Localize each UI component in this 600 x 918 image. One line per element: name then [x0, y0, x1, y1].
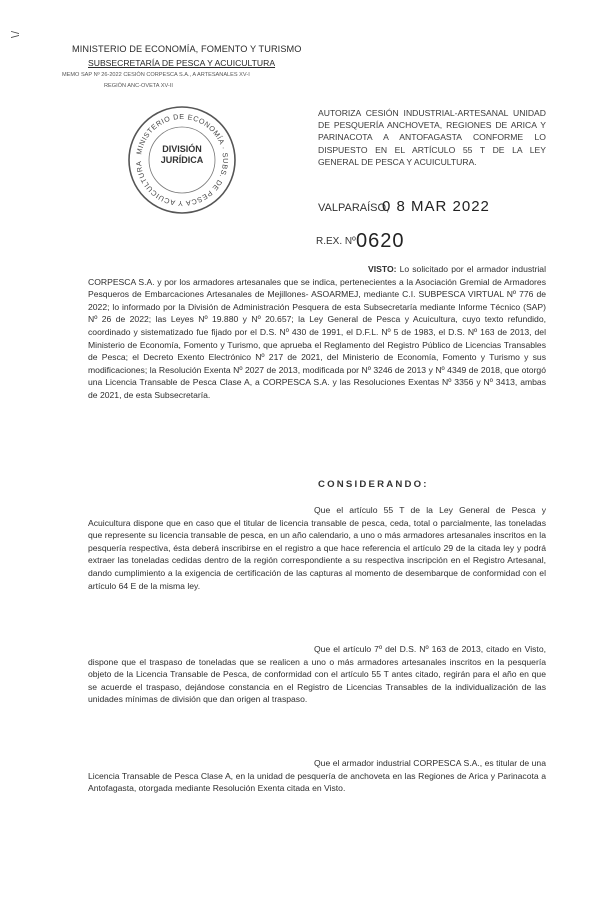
considerando-paragraph-2: Que el artículo 7º del D.S. Nº 163 de 2013, citado en Visto, dispone que el traspaso de toneladas que se realicen a uno o más armadores artesanales inscritos en la pesquería objeto de la Licencia Transable de Pesca, de conformidad con el artículo 55 T antes citado, regirán para el año en que se acuerde el traspaso, dejándose constancia en el Registro de Licencias Transables de la individualización de las unidades mínimas de división que dan origen al traspaso. — [88, 644, 546, 705]
date-stamp: 0 8 MAR 2022 — [382, 198, 490, 215]
margin-mark: \/ — [10, 29, 22, 38]
visto-lead: VISTO: — [368, 264, 397, 274]
considerando-paragraph-3: Que el armador industrial CORPESCA S.A., es titular de una Licencia Transable de Pesca Clase A, en la unidad de pesquería de anchoveta en las Regiones de Arica y Parinacota a Antofagasta, otorgada mediante Resolución Exenta citada en Visto. — [88, 758, 546, 794]
region-reference: REGIÓN ANC-OVETA XV-II — [104, 83, 173, 89]
visto-text: Lo solicitado por el armador industrial CORPESCA S.A. y por los armadores artesanales que se indica, pertenecientes a la Asociación Gremial de Armadores Pesqueros de Embarcaciones Artesanales de Mejillones- ASOARMEJ, mediante C.I. SUBPESCA VIRTUAL Nº 776 de 2022; lo informado por la División de Administración Pesquera de esta Subsecretaría mediante Informe Técnico (SAP) Nº 26 de 2022; las Leyes Nº 19.880 y Nº 20.657; la Ley General de Pesca y Acuicultura, cuyo texto refundido, coordinado y sistematizado fue fijado por el D.S. Nº 430 de 1991, el D.F.L. Nº 5 de 1983, el D.S. Nº 163 de 2013, del Ministerio de Economía, Fomento y Turismo, que aprueba el Reglamento del Registro Público de Licencias Transables de Pesca; el Decreto Exento Electrónico Nº 217 de 2021, del Ministerio de Economía, Fomento y Turismo y sus modificaciones; la Resolución Exenta Nº 2027 de 2013, modificada por Nº 3246 de 2013 y Nº 4349 de 2018, que otorgó una Licencia Transable de Pesca Clase A, a CORPESCA S.A. y las Resoluciones Exentas Nº 3356 y Nº 3413, ambas de 2021, de esta Subsecretaría. — [88, 264, 546, 400]
subsecretaria-name: SUBSECRETARÍA DE PESCA Y ACUICULTURA — [88, 58, 276, 68]
seal-division-label: DIVISIÓN — [162, 144, 202, 154]
seal-juridica-label: JURÍDICA — [160, 155, 204, 165]
considerando-paragraph-1: Que el artículo 55 T de la Ley General de Pesca y Acuicultura dispone que en caso que el titular de licencia transable de pesca, ceda, total o parcialmente, las toneladas que represente su licencia transable de pesca, en un año calendario, a uno o más armadores artesanales inscritos en la pesquería respectiva, ésta deberá inscribirse en el registro a que hace referencia el artículo 29 de la citada ley y podrá extraer las toneladas cedidas dentro de la región correspondiente a su respectiva inscripción en el Registro Artesanal, dando cumplimiento a la exigencia de certificación de las capturas al momento de desembarque de conformidad con el artículo 64 E de la misma ley. — [88, 505, 546, 591]
resolution-subject: AUTORIZA CESIÓN INDUSTRIAL-ARTESANAL UNIDAD DE PESQUERÍA ANCHOVETA, REGIONES DE ARICA Y PARINACOTA A ANTOFAGASTA CONFORME LO DISPUESTO EN EL ARTÍCULO 55 T DE LA LEY GENERAL DE PESCA Y ACUICULTURA. — [318, 108, 546, 167]
ministry-name: MINISTERIO DE ECONOMÍA, FOMENTO Y TURISMO — [72, 44, 302, 54]
visto-paragraph — [88, 263, 546, 402]
memo-reference: MEMO SAP Nº 26-2022 CESIÓN CORPESCA S.A., A ARTESANALES XV-I — [62, 72, 250, 78]
seal-ring-text: MINISTERIO DE ECONOMÍA · SUBS. DE PESCA Y ACUICULTURA — [133, 111, 231, 209]
place-label: VALPARAÍSO, — [318, 202, 390, 214]
rex-label: R.EX. Nº — [316, 236, 356, 247]
rex-number: 0620 — [356, 230, 405, 252]
juridica-seal-stamp — [126, 104, 238, 216]
considerando-heading: CONSIDERANDO: — [318, 479, 429, 490]
